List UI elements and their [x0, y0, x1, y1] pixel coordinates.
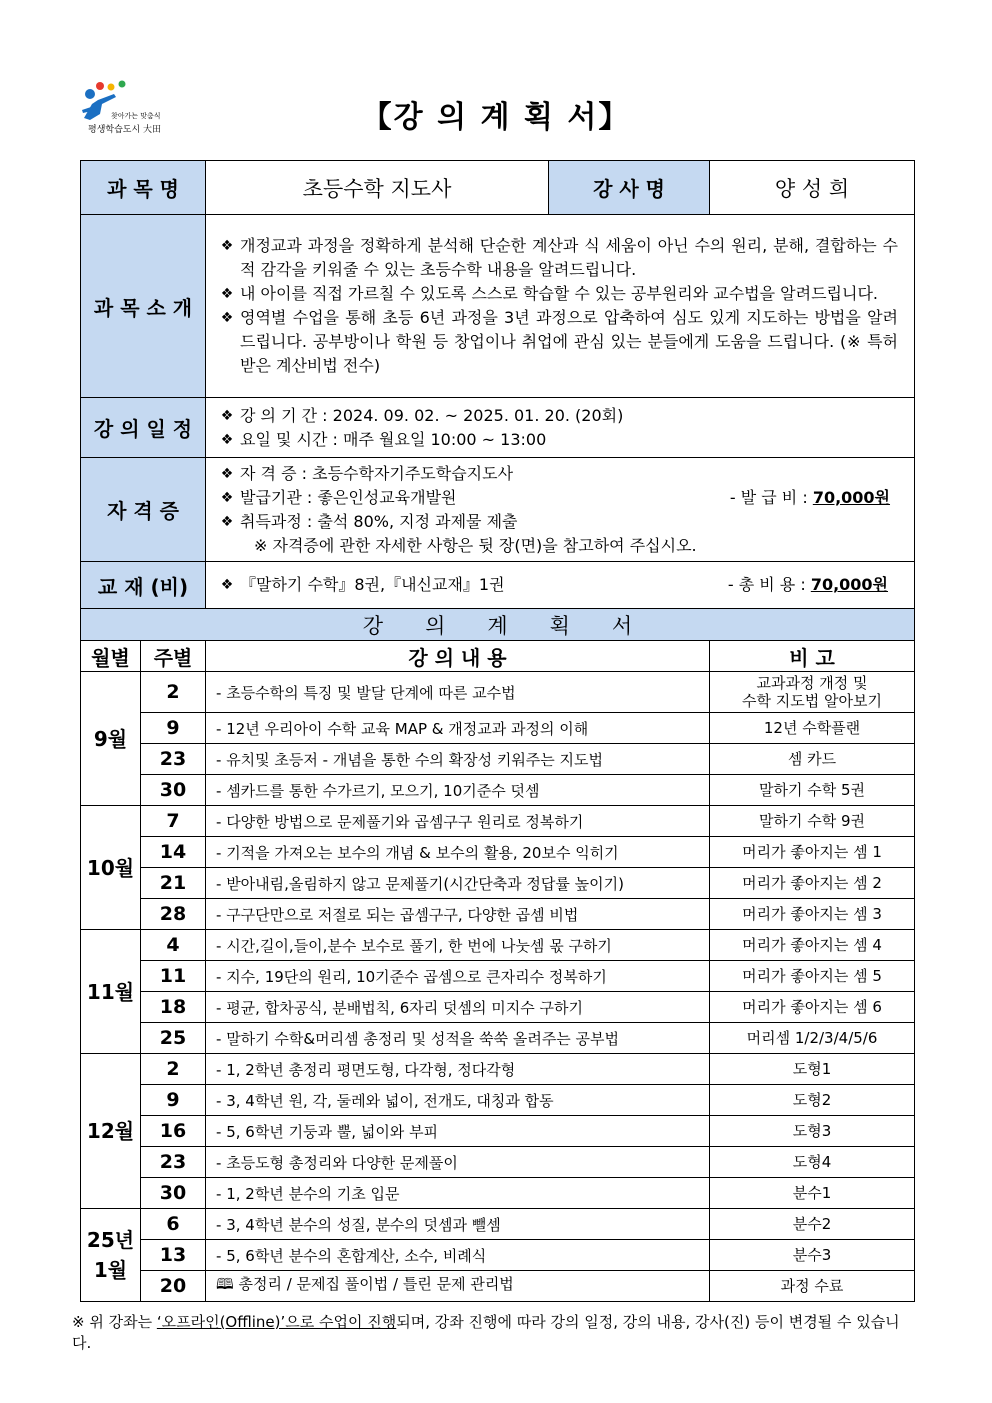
table-row	[81, 930, 915, 961]
content-cell: - 초등수학의 특징 및 발달 단계에 따른 교수법	[206, 672, 710, 713]
content-cell: - 유치및 초등저 - 개념을 통한 수의 확장성 키워주는 지도법	[206, 744, 710, 775]
intro-item: ❖ 개정교과 과정을 정확하게 분석해 단순한 계산과 식 세움이 아닌 수의 원리, 분해, 결합하는 수적 감각을 키워줄 수 있는 초등수학 내용을 알려드립니다.	[214, 234, 898, 282]
week-cell: 9	[141, 713, 206, 744]
table-row	[81, 961, 915, 992]
remark-cell: 셈 카드	[710, 744, 915, 775]
table-row	[81, 1023, 915, 1054]
content-cell: - 3, 4학년 분수의 성질, 분수의 덧셈과 뺄셈	[206, 1209, 710, 1240]
month-cell: 9월	[81, 672, 141, 806]
month-cell: 25년 1월	[81, 1209, 141, 1302]
remark-cell: 분수3	[710, 1240, 915, 1271]
content-cell: - 기적을 가져오는 보수의 개념 & 보수의 활용, 20보수 익히기	[206, 837, 710, 868]
diamond-bullet-icon: ❖	[220, 310, 234, 326]
schedule-cell	[206, 398, 915, 458]
month-cell: 12월	[81, 1054, 141, 1209]
remark-cell: 도형2	[710, 1085, 915, 1116]
table-row	[81, 713, 915, 744]
content-cell: - 5, 6학년 기둥과 뿔, 넓이와 부피	[206, 1116, 710, 1147]
footer-note: ※ 위 강좌는 ‘오프라인(Offline)’으로 수업이 진행되며, 강좌 진행에 따라 강의 일정, 강의 내용, 강사(진) 등이 변경될 수 있습니다.	[72, 1313, 900, 1352]
week-cell: 11	[141, 961, 206, 992]
week-cell: 18	[141, 992, 206, 1023]
table-row	[81, 1271, 915, 1302]
cert-item: ❖ 취득과정 : 출석 80%, 지정 과제물 제출	[214, 510, 890, 534]
instructor-label: 강 사 명	[549, 161, 710, 215]
logo-tagline: 찾아가는 맞춤식	[111, 112, 161, 120]
content-cell: - 지수, 19단의 원리, 10기준수 곱셈으로 큰자리수 정복하기	[206, 961, 710, 992]
diamond-bullet-icon: ❖	[220, 489, 234, 506]
cert-note: ※ 자격증에 관한 자세한 사항은 뒷 장(면)을 참고하여 주십시오.	[254, 535, 697, 555]
remark-cell: 머리가 좋아지는 셈 4	[710, 930, 915, 961]
remark-cell: 분수1	[710, 1178, 915, 1209]
logo-name: 평생학습도시 大田	[88, 125, 162, 135]
table-row	[81, 672, 915, 713]
remark-cell: 머리가 좋아지는 셈 5	[710, 961, 915, 992]
remark-cell: 도형3	[710, 1116, 915, 1147]
week-cell: 20	[141, 1271, 206, 1302]
instructor-value: 양 성 희	[710, 161, 915, 215]
col-content-header: 강 의 내 용	[206, 641, 710, 672]
plan-section-title: 강의계획서	[81, 609, 915, 641]
content-cell: - 구구단만으로 저절로 되는 곱셈구구, 다양한 곱셈 비법	[206, 899, 710, 930]
content-cell: - 12년 우리아이 수학 교육 MAP & 개정교과 과정의 이해	[206, 713, 710, 744]
table-row	[81, 1085, 915, 1116]
diamond-bullet-icon: ❖	[220, 238, 234, 254]
cert-label: 자 격 증	[81, 458, 206, 562]
page-title: 【강 의 계 획 서】	[361, 100, 631, 135]
content-cell: - 다양한 방법으로 문제풀기와 곱셈구구 원리로 정복하기	[206, 806, 710, 837]
remark-cell: 머리가 좋아지는 셈 6	[710, 992, 915, 1023]
table-row	[81, 992, 915, 1023]
col-week-header: 주별	[141, 641, 206, 672]
subject-label: 과 목 명	[81, 161, 206, 215]
content-cell: - 말하기 수학&머리셈 총정리 및 성적을 쑥쑥 올려주는 공부법	[206, 1023, 710, 1054]
remark-cell: 교과과정 개정 및 수학 지도법 알아보기	[710, 672, 915, 713]
table-row	[81, 1147, 915, 1178]
remark-cell: 분수2	[710, 1209, 915, 1240]
month-cell: 10월	[81, 806, 141, 930]
content-cell: - 1, 2학년 총정리 평면도형, 다각형, 정다각형	[206, 1054, 710, 1085]
book-cost-label: - 총 비 용 :	[727, 575, 806, 594]
week-cell: 30	[141, 1178, 206, 1209]
week-cell: 23	[141, 1147, 206, 1178]
cert-fee-value: 70,000원	[812, 487, 891, 507]
cert-fee-label: - 발 급 비 :	[729, 487, 808, 507]
content-cell: - 시간,길이,들이,분수 보수로 풀기, 한 번에 나눗셈 몫 구하기	[206, 930, 710, 961]
book-cell	[206, 562, 915, 609]
table-row	[81, 806, 915, 837]
diamond-bullet-icon: ❖	[220, 431, 234, 448]
course-plan-table	[80, 160, 915, 1302]
remark-cell: 머리가 좋아지는 셈 1	[710, 837, 915, 868]
book-cost-value: 70,000원	[810, 575, 889, 594]
schedule-label: 강 의 일 정	[81, 398, 206, 458]
subject-value: 초등수학 지도사	[206, 161, 549, 215]
cert-item: ❖ 발급기관 : 좋은인성교육개발원 - 발 급 비 : 70,000원	[214, 486, 890, 510]
diamond-bullet-icon: ❖	[220, 465, 234, 482]
table-row	[81, 899, 915, 930]
table-row	[81, 1116, 915, 1147]
week-cell: 25	[141, 1023, 206, 1054]
content-cell: - 5, 6학년 분수의 혼합계산, 소수, 비례식	[206, 1240, 710, 1271]
schedule-item: ❖ 강 의 기 간 : 2024. 09. 02. ~ 2025. 01. 20. (20회)	[214, 404, 898, 428]
cert-item: ❖ 자 격 증 : 초등수학자기주도학습지도사	[214, 462, 890, 486]
week-cell: 7	[141, 806, 206, 837]
intro-item: ❖ 내 아이를 직접 가르칠 수 있도록 스스로 학습할 수 있는 공부원리와 교수법을 알려드립니다.	[214, 282, 898, 306]
content-cell: - 1, 2학년 분수의 기초 입문	[206, 1178, 710, 1209]
diamond-bullet-icon: ❖	[220, 513, 234, 530]
remark-cell: 머리가 좋아지는 셈 2	[710, 868, 915, 899]
content-cell: 🕮 총정리 / 문제집 풀이법 / 틀린 문제 관리법	[206, 1271, 710, 1302]
week-cell: 23	[141, 744, 206, 775]
table-row	[81, 744, 915, 775]
week-cell: 21	[141, 868, 206, 899]
content-cell: - 3, 4학년 원, 각, 둘레와 넓이, 전개도, 대칭과 합동	[206, 1085, 710, 1116]
month-cell: 11월	[81, 930, 141, 1054]
remark-cell: 말하기 수학 9권	[710, 806, 915, 837]
week-cell: 6	[141, 1209, 206, 1240]
col-remark-header: 비 고	[710, 641, 915, 672]
diamond-bullet-icon: ❖	[220, 577, 234, 593]
remark-cell: 도형1	[710, 1054, 915, 1085]
table-row	[81, 1240, 915, 1271]
diamond-bullet-icon: ❖	[220, 407, 234, 424]
table-row	[81, 837, 915, 868]
diamond-bullet-icon: ❖	[220, 286, 234, 302]
remark-cell: 말하기 수학 5권	[710, 775, 915, 806]
week-cell: 13	[141, 1240, 206, 1271]
week-cell: 14	[141, 837, 206, 868]
content-cell: - 받아내림,올림하지 않고 문제풀기(시간단축과 정답률 높이기)	[206, 868, 710, 899]
book-item: ❖ 『말하기 수학』8권,『내신교재』1권 - 총 비 용 : 70,000원	[214, 573, 888, 597]
remark-cell: 과정 수료	[710, 1271, 915, 1302]
table-row	[81, 1178, 915, 1209]
content-cell: - 초등도형 총정리와 다양한 문제풀이	[206, 1147, 710, 1178]
week-cell: 2	[141, 1054, 206, 1085]
week-cell: 9	[141, 1085, 206, 1116]
week-cell: 28	[141, 899, 206, 930]
week-cell: 16	[141, 1116, 206, 1147]
book-label: 교 재 (비)	[81, 562, 206, 609]
table-row	[81, 1054, 915, 1085]
table-row	[81, 868, 915, 899]
content-cell: - 셈카드를 통한 수가르기, 모으기, 10기준수 덧셈	[206, 775, 710, 806]
table-row	[81, 775, 915, 806]
week-cell: 2	[141, 672, 206, 713]
col-month-header: 월별	[81, 641, 141, 672]
intro-label: 과 목 소 개	[81, 215, 206, 398]
remark-cell: 도형4	[710, 1147, 915, 1178]
remark-cell: 머리셈 1/2/3/4/5/6	[710, 1023, 915, 1054]
cert-cell	[206, 458, 915, 562]
remark-cell: 12년 수학플랜	[710, 713, 915, 744]
intro-cell	[206, 215, 915, 398]
schedule-item: ❖ 요일 및 시간 : 매주 월요일 10:00 ~ 13:00	[214, 428, 898, 452]
content-cell: - 평균, 합차공식, 분배법칙, 6자리 덧셈의 미지수 구하기	[206, 992, 710, 1023]
week-cell: 4	[141, 930, 206, 961]
remark-cell: 머리가 좋아지는 셈 3	[710, 899, 915, 930]
week-cell: 30	[141, 775, 206, 806]
table-row	[81, 1209, 915, 1240]
intro-item: ❖ 영역별 수업을 통해 초등 6년 과정을 3년 과정으로 압축하여 심도 있게 지도하는 방법을 알려드립니다. 공부방이나 학원 등 창업이나 취업에 관심 있는 분들에게 도움을 드립니다. (※ 특허받은 계산비법 전수)	[214, 306, 898, 378]
